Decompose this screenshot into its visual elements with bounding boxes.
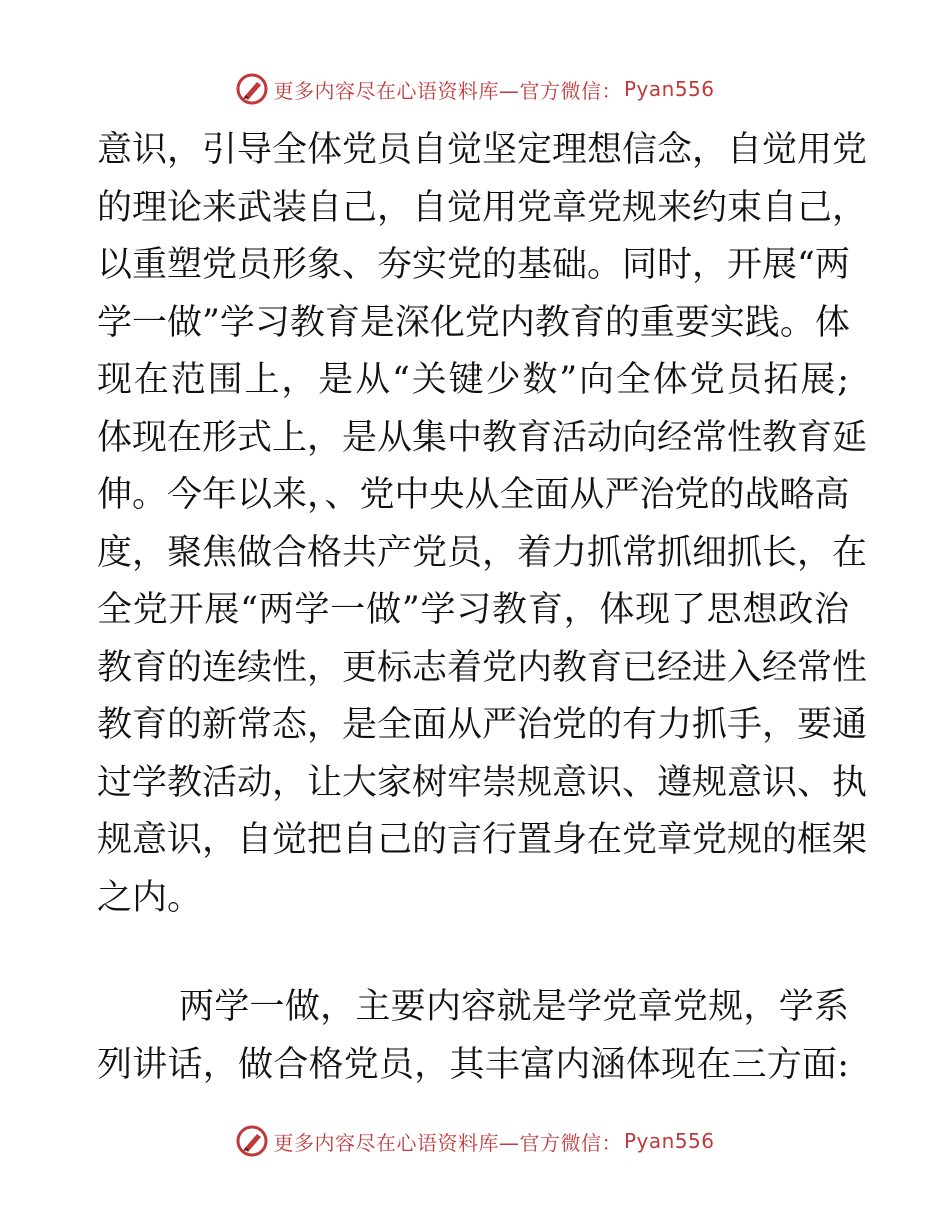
text-line: 学一做”学习教育是深化党内教育的重要实践。体 (97, 302, 850, 343)
header-watermark (0, 72, 950, 106)
text-line: 规意识，自觉把自己的言行置身在党章党规的框架 (97, 820, 868, 860)
text-line: 体现在形式上，是从集中教育活动向经常性教育延 (97, 417, 868, 458)
watermark-text: 更多内容尽在心语资料库—官方微信： (273, 1130, 622, 1155)
text-line: 教育的连续性，更标志着党内教育已经进入经常性 (97, 647, 868, 688)
text-line: 的理论来武装自己，自觉用党章党规来约束自己， (97, 187, 868, 228)
watermark-id: Pyan556 (623, 1129, 715, 1153)
text-line: 列讲话，做合格党员，其丰富内涵体现在三方面: (97, 1044, 849, 1085)
text-line: 全党开展“两学一做”学习教育，体现了思想政治 (97, 590, 849, 630)
watermark-text: 更多内容尽在心语资料库—官方微信： (273, 78, 622, 103)
text-line: 教育的新常态，是全面从严治党的有力抓手，要通 (97, 705, 868, 745)
text-line: 之内。 (97, 877, 203, 918)
paragraph-2 (97, 979, 849, 1094)
text-line: 两学一做，主要内容就是学党章党规，学系 (179, 987, 849, 1027)
footer-watermark (0, 1124, 950, 1158)
paragraph-1 (97, 122, 868, 927)
paragraph-spacer (97, 927, 849, 979)
text-line: 意识，引导全体党员自觉坚定理想信念，自觉用党 (97, 130, 868, 170)
text-line: 以重塑党员形象、夯实党的基础。同时，开展“两 (97, 245, 850, 285)
pen-logo-icon (235, 1124, 269, 1158)
text-line: 现在范围上，是从“关键少数”向全体党员拓展; (97, 360, 849, 400)
watermark-id: Pyan556 (623, 77, 715, 101)
text-line: 度，聚焦做合格共产党员，着力抓常抓细抓长，在 (97, 532, 868, 573)
text-line: 伸。今年以来，、党中央从全面从严治党的战略高 (97, 475, 850, 515)
document-body (97, 122, 868, 1094)
pen-logo-icon (235, 72, 269, 106)
text-line: 过学教活动，让大家树牢崇规意识、遵规意识、执 (97, 762, 868, 803)
